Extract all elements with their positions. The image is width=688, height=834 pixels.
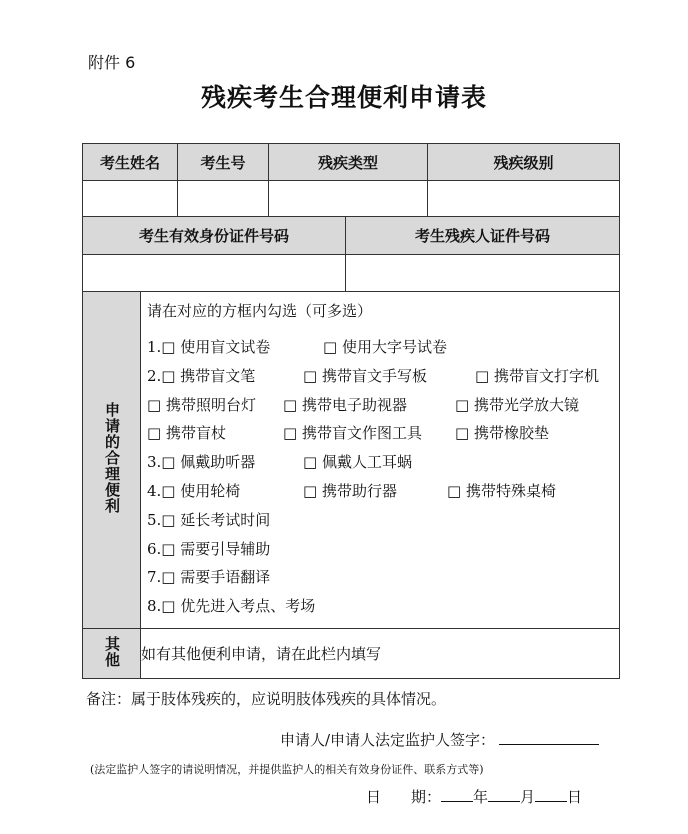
header-student-number: 考生号 <box>178 144 269 181</box>
option-braille-pen[interactable]: 2.□ 携带盲文笔 <box>147 366 256 385</box>
option-braille-paper[interactable]: 1.□ 使用盲文试卷 <box>147 338 271 356</box>
day-label: 日 <box>567 788 583 806</box>
day-line[interactable] <box>535 787 567 802</box>
option-rubber-mat[interactable]: □ 携带橡胶垫 <box>455 424 549 443</box>
month-label: 月 <box>520 788 536 806</box>
remark-note: 备注：属于肢体残疾的，应说明肢体残疾的具体情况。 <box>86 690 447 708</box>
option-priority-entry[interactable]: 8.□ 优先进入考点、考场 <box>147 597 316 616</box>
apply-accommodations-label: 申请的合理便利 <box>83 292 141 629</box>
id-number-field[interactable] <box>83 255 346 292</box>
option-optical-magnifier[interactable]: □ 携带光学放大镜 <box>455 395 579 414</box>
option-extended-time[interactable]: 5.□ 延长考试时间 <box>147 510 271 529</box>
date-label: 日 期： <box>366 788 442 806</box>
option-braille-drawing-tools[interactable]: □ 携带盲文作图工具 <box>283 424 422 443</box>
option-desk-lamp[interactable]: □ 携带照明台灯 <box>147 395 256 414</box>
student-number-field[interactable] <box>178 181 269 217</box>
option-braille-typewriter[interactable]: □ 携带盲文打字机 <box>475 366 599 385</box>
option-special-desk-chair[interactable]: □ 携带特殊桌椅 <box>447 481 556 500</box>
option-braille-slate[interactable]: □ 携带盲文手写板 <box>303 366 427 385</box>
disability-type-field[interactable] <box>269 181 428 217</box>
option-guide-assistance[interactable]: 6.□ 需要引导辅助 <box>147 539 271 558</box>
signature-row <box>280 729 599 750</box>
disability-level-field[interactable] <box>428 181 620 217</box>
header-disability-type: 残疾类型 <box>269 144 428 181</box>
attachment-label: 附件 6 <box>88 53 136 72</box>
application-form-table <box>82 143 620 679</box>
signature-note: (法定监护人签字的请说明情况，并提供监护人的相关有效身份证件、联系方式等) <box>90 763 484 776</box>
other-request-field[interactable]: 如有其他便利申请，请在此栏内填写 <box>141 629 620 679</box>
header-id-number: 考生有效身份证件号码 <box>83 217 346 255</box>
option-wheelchair[interactable]: 4.□ 使用轮椅 <box>147 481 241 500</box>
option-sign-language[interactable]: 7.□ 需要手语翻译 <box>147 568 271 587</box>
header-disability-level: 残疾级别 <box>428 144 620 181</box>
signature-label: 申请人/申请人法定监护人签字： <box>280 731 496 749</box>
year-label: 年 <box>473 788 489 806</box>
option-white-cane[interactable]: □ 携带盲杖 <box>147 424 226 443</box>
header-student-name: 考生姓名 <box>83 144 178 181</box>
year-line[interactable] <box>441 787 473 802</box>
option-electronic-magnifier[interactable]: □ 携带电子助视器 <box>283 395 407 414</box>
signature-line[interactable] <box>499 730 599 745</box>
option-large-print-paper[interactable]: □ 使用大字号试卷 <box>323 338 447 356</box>
disability-cert-number-field[interactable] <box>346 255 620 292</box>
header-disability-cert-number: 考生残疾人证件号码 <box>346 217 620 255</box>
accommodation-options <box>141 292 620 629</box>
option-hearing-aid[interactable]: 3.□ 佩戴助听器 <box>147 453 256 472</box>
other-label: 其他 <box>83 629 141 679</box>
option-cochlear-implant[interactable]: □ 佩戴人工耳蜗 <box>303 453 412 472</box>
student-name-field[interactable] <box>83 181 178 217</box>
instruction-text: 请在对应的方框内勾选（可多选） <box>147 302 373 320</box>
option-walker[interactable]: □ 携带助行器 <box>303 481 397 500</box>
form-title: 残疾考生合理便利申请表 <box>200 83 487 112</box>
month-line[interactable] <box>488 787 520 802</box>
date-row <box>366 786 582 807</box>
